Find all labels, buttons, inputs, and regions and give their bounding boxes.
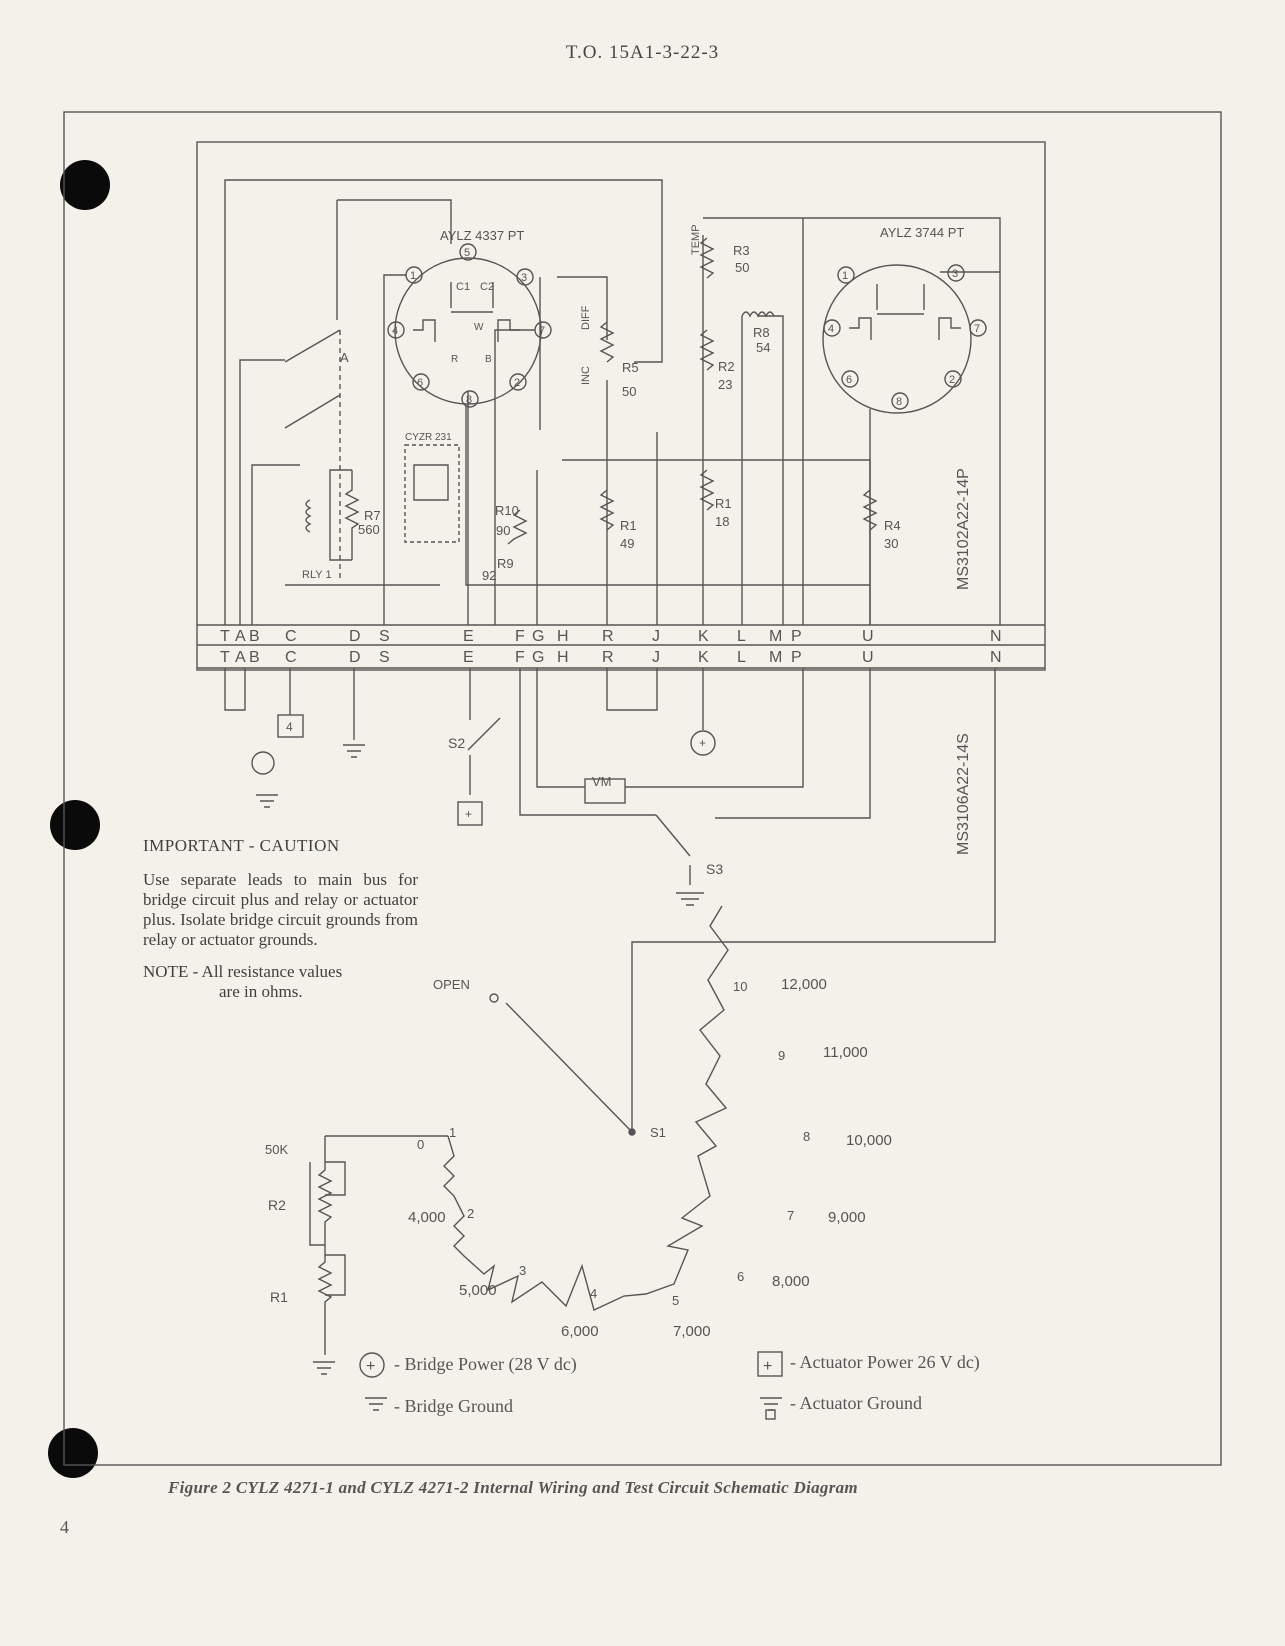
note-line-1: NOTE - All resistance values [143,962,343,981]
page-number: 4 [60,1517,69,1537]
resistor-r1b-value: 18 [715,514,730,529]
position-1: 1 [449,1125,457,1140]
pin-7-right: 7 [974,323,981,335]
right-unit-body [823,265,971,413]
upper-connector-part: MS3102A22-14P [955,468,972,590]
coil-c1-label: C1 [456,281,471,293]
resistor-r5-value: 50 [622,384,637,399]
cyzr-label: CYZR 231 [405,432,452,443]
minus-terminal-label: 4 [286,720,293,734]
pin-4-right: 4 [828,323,835,335]
upper-pin-p: P [791,628,802,645]
resistor-r8-value: 54 [756,340,771,355]
upper-pin-k: K [698,628,709,645]
b-label: B [485,354,492,365]
value-8000: 8,000 [772,1273,810,1290]
position-10: 10 [733,979,748,994]
lower-pin-u: U [862,649,874,666]
value-4000: 4,000 [408,1209,446,1226]
pin-8-right: 8 [896,396,903,408]
right-unit-label: AYLZ 3744 PT [880,225,965,240]
resistor-r4-value: 30 [884,536,899,551]
pin-2-right: 2 [949,374,956,386]
value-6000: 6,000 [561,1323,599,1340]
upper-pin-u: U [862,628,874,645]
contact-label: A [340,350,349,365]
caution-title: IMPORTANT - CAUTION [143,836,340,855]
left-unit-pins [388,244,551,407]
lower-pin-f: F [515,649,525,666]
pot-r1-label: R1 [270,1289,288,1305]
value-12000: 12,000 [781,976,827,993]
position-5: 5 [672,1293,680,1308]
position-6: 6 [737,1269,745,1284]
value-9000: 9,000 [828,1209,866,1226]
resistor-r2-name: R2 [718,359,735,374]
lower-pin-m: M [769,649,783,666]
resistor-r8-name: R8 [753,325,770,340]
position-9: 9 [778,1048,786,1063]
position-2: 2 [467,1206,475,1221]
position-3: 3 [519,1263,527,1278]
legend-bridge-ground: - Bridge Ground [394,1396,513,1416]
resistor-r7-name: R7 [364,508,381,523]
lower-pin-d: D [349,649,361,666]
voltmeter-label: VM [592,774,612,789]
value-5000: 5,000 [459,1282,497,1299]
r-label: R [451,354,459,365]
resistor-r2-value: 23 [718,377,733,392]
lower-pin-p: P [791,649,802,666]
figure-frame [64,112,1221,1465]
lower-pin-s: S [379,649,390,666]
pin-2-left: 2 [514,377,521,389]
position-0: 0 [417,1137,425,1152]
lower-pin-n: N [990,649,1002,666]
upper-pin-b: B [249,628,260,645]
value-11000: 11,000 [823,1044,868,1061]
bridge-power-plus: + [366,1358,376,1375]
position-4: 4 [590,1286,598,1301]
pin-8-left: 8 [466,394,473,406]
resistor-r9-value: 92 [482,568,497,583]
resistor-r4-name: R4 [884,518,901,533]
caution-text: Use separate leads to main bus for bridge circuit plus and relay or actuator plus. Isolate bridge circuit grounds from relay or actuator grounds. [143,870,418,949]
position-8: 8 [803,1129,811,1144]
value-10000: 10,000 [846,1132,892,1149]
pin-5-left: 5 [464,247,471,259]
s3-label: S3 [706,861,724,877]
upper-connector-row [220,628,1002,645]
actuator-power-plus: + [763,1358,773,1375]
upper-pin-g: G [532,628,545,645]
upper-pin-r: R [602,628,614,645]
inc-label: INC [580,366,592,385]
pin-1-left: 1 [410,270,417,282]
left-unit-label: AYLZ 4337 PT [440,228,525,243]
legend-bridge-power: - Bridge Power (28 V dc) [394,1354,577,1374]
pin-4-left: 4 [392,325,399,337]
resistor-r7-value: 560 [358,522,380,537]
upper-pin-s: S [379,628,390,645]
upper-pin-f: F [515,628,525,645]
pot-r2-label: R2 [268,1197,286,1213]
upper-pin-d: D [349,628,361,645]
pin-3-left: 3 [521,272,528,284]
diff-label: DIFF [580,305,592,330]
upper-pin-t: T [220,628,230,645]
resistor-r1-value: 49 [620,536,635,551]
resistor-r3-name: R3 [733,243,750,258]
right-unit-pins [824,265,986,409]
caution-block [143,836,418,1002]
legend-actuator-power: - Actuator Power 26 V dc) [790,1352,980,1372]
lower-pin-j: J [652,649,660,666]
resistor-r10-value: 90 [496,523,511,538]
resistor-r1-name: R1 [620,518,637,533]
w-label: W [474,322,484,333]
resistor-r10-name: R10 [495,503,519,518]
upper-pin-n: N [990,628,1002,645]
relay-label: RLY 1 [302,569,332,581]
s1-label: S1 [650,1125,666,1140]
circuit-box [197,142,1045,670]
position-7: 7 [787,1208,795,1223]
note-line-2: are in ohms. [219,982,303,1001]
open-label: OPEN [433,977,470,992]
resistor-r3-value: 50 [735,260,750,275]
actuator-plus-label: + [465,807,473,821]
figure-caption: Figure 2 CYLZ 4271-1 and CYLZ 4271-2 Internal Wiring and Test Circuit Schematic Diagram [168,1478,858,1497]
lower-connector-part: MS3106A22-14S [955,733,972,855]
pin-6-left: 6 [417,377,424,389]
upper-pin-c: C [285,628,297,645]
upper-pin-a: A [235,628,246,645]
pin-3-right: 3 [952,268,959,280]
lower-pin-b: B [249,649,260,666]
pin-6-right: 6 [846,374,853,386]
temp-label: TEMP [690,224,702,255]
upper-pin-h: H [557,628,569,645]
legend-actuator-ground: - Actuator Ground [790,1393,922,1413]
upper-pin-m: M [769,628,783,645]
s2-label: S2 [448,735,466,751]
lower-pin-c: C [285,649,297,666]
lower-pin-t: T [220,649,230,666]
lower-pin-r: R [602,649,614,666]
upper-pin-j: J [652,628,660,645]
lower-pin-k: K [698,649,709,666]
lower-pin-h: H [557,649,569,666]
pin-1-right: 1 [842,270,849,282]
lower-pin-l: L [737,649,746,666]
lower-connector-row [220,649,1002,666]
resistor-r9-name: R9 [497,556,514,571]
pin-7-left: 7 [539,325,546,337]
pot-50k-label: 50K [265,1142,289,1157]
upper-pin-l: L [737,628,746,645]
resistor-r1b-name: R1 [715,496,732,511]
value-7000: 7,000 [673,1323,711,1340]
lower-pin-e: E [463,649,474,666]
plus-terminal-label: + [699,736,707,750]
upper-pin-e: E [463,628,474,645]
document-number: T.O. 15A1-3-22-3 [565,42,720,63]
coil-c2-label: C2 [480,281,495,293]
lower-pin-a: A [235,649,246,666]
resistor-r5-name: R5 [622,360,639,375]
lower-pin-g: G [532,649,545,666]
